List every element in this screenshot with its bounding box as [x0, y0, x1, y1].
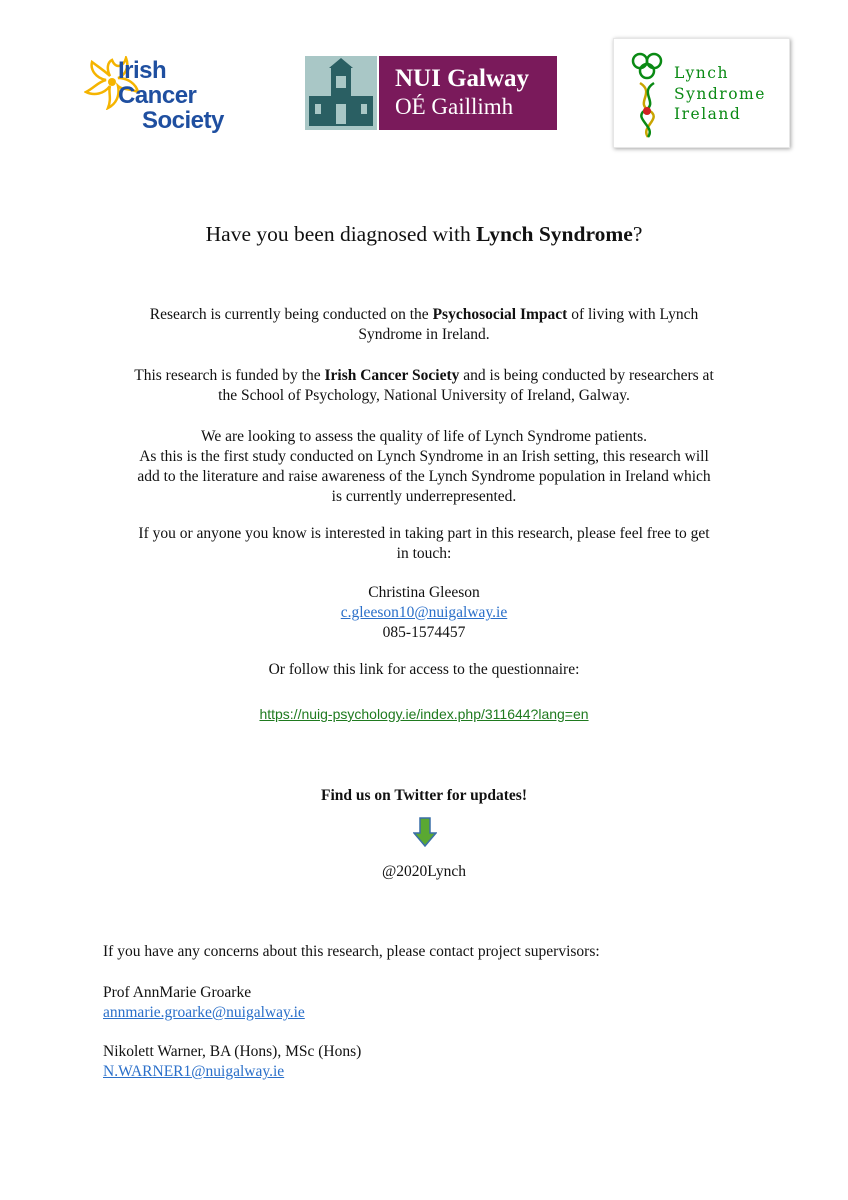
down-arrow-icon	[413, 817, 437, 847]
questionnaire-text: Or follow this link for access to the questionnaire:	[268, 661, 580, 678]
p2-post: and is being conducted by researchers at	[459, 367, 714, 384]
p2-pre: This research is funded by the	[134, 367, 325, 384]
supervisor-2-email-link[interactable]: N.WARNER1@nuigalway.ie	[103, 1063, 285, 1080]
p4-line1: If you or anyone you know is interested in taking part in this research, please feel free to get	[138, 525, 710, 542]
nui-galway-logo	[305, 56, 557, 130]
supervisor-1-email-link[interactable]: annmarie.groarke@nuigalway.ie	[103, 1004, 305, 1021]
purpose-paragraph	[0, 427, 848, 507]
nui-name-panel	[379, 56, 557, 130]
supervisors-intro: If you have any concerns about this research, please contact project supervisors:	[103, 943, 600, 960]
nui-name: NUI Galway	[395, 65, 530, 92]
research-paragraph	[0, 305, 848, 345]
questionnaire-link[interactable]: https://nuig-psychology.ie/index.php/311644?lang=en	[259, 706, 589, 722]
supervisor-1	[103, 983, 305, 1023]
supervisor-2-name: Nikolett Warner, BA (Hons), MSc (Hons)	[103, 1043, 362, 1060]
questionnaire-link-row	[0, 706, 848, 724]
contact-phone: 085-1574457	[382, 624, 466, 641]
funding-paragraph	[0, 366, 848, 406]
p2-bold: Irish Cancer Society	[324, 367, 460, 384]
p1-pre: Research is currently being conducted on the	[149, 306, 433, 323]
quadrangle-icon	[305, 56, 377, 130]
irish-cancer-society-logo	[84, 54, 244, 144]
p1-bold: Psychosocial Impact	[432, 306, 568, 323]
title-bold: Lynch Syndrome	[476, 222, 633, 246]
participation-paragraph	[0, 524, 848, 564]
p1-post: of living with Lynch	[567, 306, 699, 323]
p4-line2: in touch:	[396, 545, 452, 562]
contact-email-link[interactable]: c.gleeson10@nuigalway.ie	[340, 604, 508, 621]
contact-block	[0, 583, 848, 643]
p3-line4: is currently underrepresented.	[331, 488, 517, 505]
supervisor-1-name: Prof AnnMarie Groarke	[103, 984, 252, 1001]
p3-line3: add to the literature and raise awareness of the Lynch Syndrome population in Ireland which	[137, 468, 711, 485]
lynch-syndrome-ireland-logo	[613, 38, 790, 148]
lsi-line-1: Lynch	[674, 64, 729, 82]
ics-line-1: Irish	[118, 57, 167, 84]
title-post: ?	[632, 222, 643, 246]
p3-line2: As this is the first study conducted on Lynch Syndrome in an Irish setting, this research will	[139, 448, 709, 465]
lsi-line-3: Ireland	[674, 105, 742, 123]
ics-line-3: Society	[142, 107, 224, 134]
supervisor-2	[103, 1042, 361, 1082]
lsi-line-2: Syndrome	[674, 85, 766, 103]
title-pre: Have you been diagnosed with	[205, 222, 477, 246]
clover-dna-icon	[626, 49, 670, 139]
ics-line-2: Cancer	[118, 82, 197, 109]
page-title	[0, 222, 848, 247]
p2-line2: the School of Psychology, National University of Ireland, Galway.	[218, 387, 630, 404]
p1-line2: Syndrome in Ireland.	[358, 326, 490, 343]
p3-line1: We are looking to assess the quality of life of Lynch Syndrome patients.	[200, 428, 647, 445]
contact-name: Christina Gleeson	[368, 584, 480, 601]
nui-irish-name: OÉ Gaillimh	[395, 94, 514, 119]
twitter-handle: @2020Lynch	[381, 863, 467, 880]
twitter-title: Find us on Twitter for updates!	[321, 787, 527, 804]
nui-building-panel	[305, 56, 377, 130]
